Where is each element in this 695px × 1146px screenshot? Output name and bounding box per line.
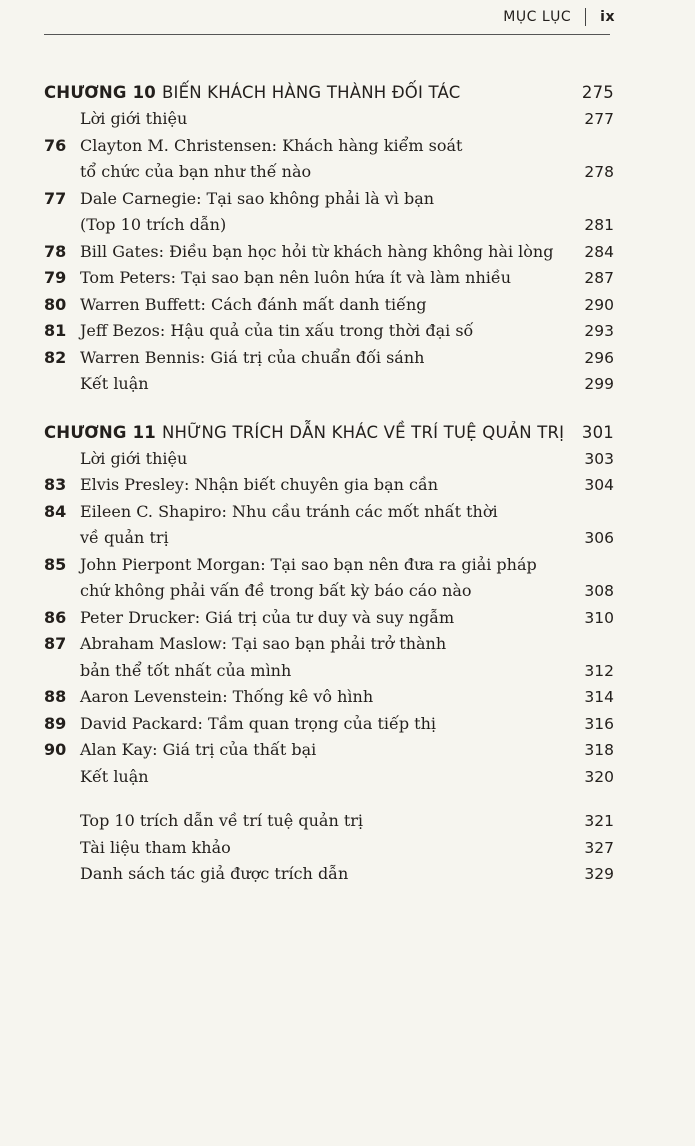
entry-title: Aaron Levenstein: Thống kê vô hình [80,687,374,706]
toc-entry [44,318,614,345]
entry-number: 87 [44,634,67,653]
entry-title-continued: chứ không phải vấn đề trong bất kỳ báo cáo nào [80,581,472,600]
entry-title: Jeff Bezos: Hậu quả của tin xấu trong thời đại số [80,321,474,340]
header-rule [44,34,610,35]
toc-entry [44,106,614,133]
entry-number: 76 [44,135,67,155]
entry-title: John Pierpont Morgan: Tại sao bạn nên đưa ra giải pháp [80,554,537,574]
entry-number: 79 [44,268,67,287]
toc-entry [44,499,614,552]
entry-number: 88 [44,687,67,706]
entry-page-number: 306 [584,529,614,547]
running-header-page-number: ix [600,9,615,25]
entry-page-number: 318 [584,741,614,759]
entry-title-continued: (Top 10 trích dẫn) [80,215,227,234]
entry-number: 86 [44,607,67,627]
toc-entry [44,345,614,372]
entry-page-number: 277 [584,110,614,128]
entry-title: David Packard: Tầm quan trọng của tiếp thị [80,713,437,733]
entry-number: 83 [44,475,67,494]
entry-number: 90 [44,740,67,759]
toc-entry [44,631,614,684]
entry-page-number: 327 [584,838,614,857]
entry-title-continued: bản thể tốt nhất của mình [80,660,292,680]
entry-page-number: 312 [584,661,614,680]
toc-entry [44,684,614,711]
entry-page-number: 290 [584,295,614,314]
toc-entry [44,239,614,266]
entry-number: 85 [44,554,67,574]
entry-title: Danh sách tác giả được trích dẫn [80,864,349,883]
chapter-label: CHƯƠNG 11 [44,422,156,442]
entry-page-number: 303 [584,449,614,468]
entry-number [44,106,80,133]
chapter-title: NHỮNG TRÍCH DẪN KHÁC VỀ TRÍ TUỆ QUẢN TRỊ [161,422,565,442]
entry-title: Tài liệu tham khảo [80,837,231,857]
toc-entry [44,711,614,738]
entry-page-number: 320 [584,767,614,786]
entry-page-number: 284 [584,242,614,261]
toc-entry [44,292,614,319]
entry-title: Lời giới thiệu [80,448,188,468]
entry-page-number: 321 [584,812,614,830]
entry-number: 77 [44,188,67,208]
entry-page-number: 329 [584,865,614,883]
entry-title-continued: tổ chức của bạn như thế nào [80,162,312,181]
toc-entry [44,552,614,605]
back-matter-entry [44,861,614,888]
back-matter-entry [44,808,614,835]
entry-page-number: 299 [584,375,614,393]
entry-number: 78 [44,241,67,261]
toc-entry [44,737,614,764]
chapter-title: BIẾN KHÁCH HÀNG THÀNH ĐỐI TÁC [161,83,461,102]
running-header [503,8,615,26]
toc-entry [44,186,614,239]
entry-number: 82 [44,347,67,367]
entry-page-number: 281 [584,216,614,234]
entry-page-number: 304 [584,476,614,494]
table-of-contents [44,80,614,888]
toc-entry [44,605,614,632]
header-separator [585,8,586,26]
entry-number: 81 [44,321,67,340]
entry-title: Abraham Maslow: Tại sao bạn phải trở thành [80,634,447,653]
entry-title: Warren Buffett: Cách đánh mất danh tiếng [80,294,427,314]
entry-title: Warren Bennis: Giá trị của chuẩn đối sánh [80,347,425,367]
entry-number [44,764,80,791]
entry-page-number: 287 [584,269,614,287]
entry-title: Alan Kay: Giá trị của thất bại [80,740,317,759]
entry-title: Lời giới thiệu [80,109,188,128]
entry-page-number: 296 [584,348,614,367]
entry-page-number: 310 [584,608,614,627]
chapter-page-number: 301 [581,422,614,442]
toc-entry [44,265,614,292]
toc-entry [44,472,614,499]
entry-title-continued: về quản trị [80,528,169,547]
entry-title: Tom Peters: Tại sao bạn nên luôn hứa ít và làm nhiều [80,268,512,287]
entry-page-number: 308 [584,582,614,600]
entry-title: Clayton M. Christensen: Khách hàng kiểm soát [80,135,463,155]
entry-title: Eileen C. Shapiro: Nhu cầu tránh các mốt nhất thời [80,501,498,521]
section-gap [44,398,614,420]
entry-number: 80 [44,294,67,314]
chapter-page-number: 275 [581,83,614,102]
toc-entry [44,446,614,473]
entry-number: 89 [44,713,67,733]
entry-title: Bill Gates: Điều bạn học hỏi từ khách hàng không hài lòng [80,241,554,261]
chapter-heading-10 [44,80,614,106]
entry-page-number: 278 [584,163,614,181]
entry-number: 84 [44,501,67,521]
entry-page-number: 293 [584,322,614,340]
entry-number [44,371,80,398]
section-gap [44,790,614,808]
entry-number [44,446,80,473]
entry-title: Top 10 trích dẫn về trí tuệ quản trị [80,811,364,830]
toc-entry [44,371,614,398]
chapter-label: CHƯƠNG 10 [44,83,156,102]
chapter-heading-11 [44,420,614,446]
toc-entry [44,133,614,186]
running-header-section: MỤC LỤC [503,9,572,25]
entry-title: Dale Carnegie: Tại sao không phải là vì bạn [80,188,435,208]
entry-title: Elvis Presley: Nhận biết chuyên gia bạn cần [80,475,439,494]
toc-entry [44,764,614,791]
entry-page-number: 314 [584,688,614,706]
entry-title: Peter Drucker: Giá trị của tư duy và suy ngẫm [80,607,455,627]
entry-title: Kết luận [80,374,149,393]
entry-title: Kết luận [80,766,149,786]
back-matter-entry [44,835,614,862]
entry-page-number: 316 [584,714,614,733]
